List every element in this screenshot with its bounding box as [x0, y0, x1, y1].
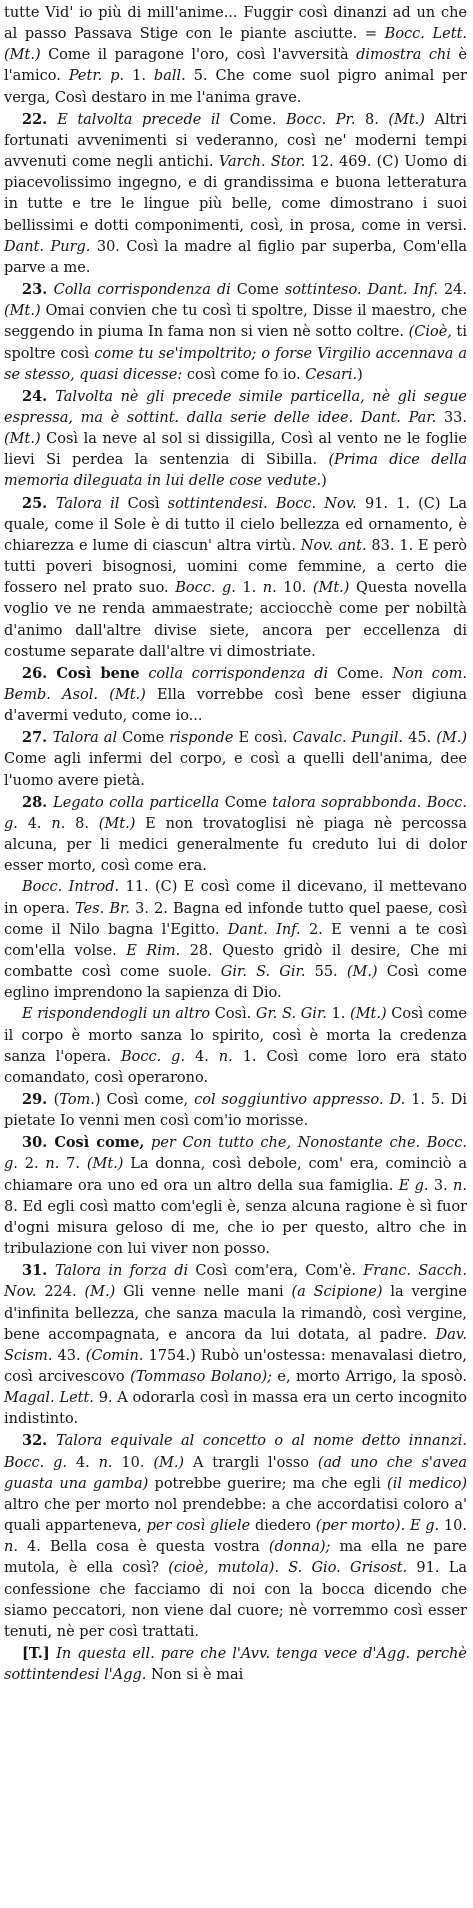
italic-text: Gr. S. Gir.	[255, 1006, 327, 1023]
italic-text: per Con tutto che, Nonostante che. Bocc. g.	[4, 1135, 468, 1173]
body-text: La donna, così debole, com' era, cominciò a chiamare ora uno ed ora un altro della sua famiglia.	[4, 1156, 467, 1194]
italic-text: (per morto).	[315, 1518, 406, 1535]
entry-paragraph	[4, 109, 467, 279]
italic-text: Tes. Br.	[75, 900, 130, 917]
body-text: Come.	[220, 111, 286, 128]
italic-text: n.	[453, 1177, 467, 1194]
body-text: Ella vorrebbe così bene esser digiuna d'avermi veduto, come io...	[4, 687, 467, 725]
body-text: e, morto Arrigo, la sposò.	[272, 1369, 468, 1385]
body-text: 2. E venni a te così com'ella volse.	[4, 921, 467, 959]
section-number: 31.	[22, 1262, 55, 1280]
section-number: Così come,	[54, 1134, 145, 1152]
section-number: 22.	[22, 110, 58, 128]
italic-text: risponde	[169, 730, 234, 747]
italic-text: (M.)	[436, 730, 467, 747]
body-text: 1.	[235, 580, 263, 597]
italic-text: Talora al	[52, 730, 118, 747]
body-text: 4.	[67, 1454, 99, 1471]
italic-text: Bocc. Lett. (Mt.)	[4, 26, 467, 64]
italic-text: Talora il	[55, 495, 120, 512]
body-text: 10.	[439, 1518, 468, 1535]
body-text: 4.	[17, 815, 52, 832]
body-text: Così.	[210, 1006, 256, 1023]
body-text: 24.	[438, 282, 467, 299]
italic-text: (il medico)	[387, 1475, 467, 1492]
italic-text: In questa ell. pare che l'Avv. tenga vece d'Agg. perchè sottintendesi l'Agg.	[4, 1646, 467, 1684]
italic-text: E g.	[398, 1177, 429, 1194]
italic-text: col soggiuntivo appresso. D.	[194, 1091, 406, 1108]
italic-text: n.	[4, 1539, 18, 1556]
body-text: potrebbe guerire; ma che egli	[148, 1475, 388, 1492]
italic-text: sottinteso.	[284, 282, 362, 299]
italic-text: (ad uno che s'avea guasta una gamba)	[4, 1454, 467, 1492]
entry-paragraph	[4, 1430, 467, 1643]
body-text: Così la neve al sol si dissigilla, Così al vento ne le foglie lievi Si perdea la sentenzia di Sibilla.	[4, 431, 467, 469]
italic-text: Legato colla particella	[53, 794, 220, 811]
body-text: la vergine d'infinita bellezza, che sanza macula la rimandò, così vergine, bene accompagnata, e ancora da lui dotata, al padre.	[4, 1284, 467, 1343]
body-text: Come il paragone l'oro, così l'avversità	[40, 47, 357, 64]
section-number: 29.	[22, 1090, 54, 1108]
body-text: 1.	[326, 1006, 351, 1023]
italic-text: Petr. p.	[68, 68, 125, 85]
body-text: 5. Che come suol pigro animal per verga, Così destaro in me l'anima grave.	[4, 68, 467, 106]
body-text: A trargli l'osso	[184, 1454, 318, 1471]
body-text: 83. 1. E però tutti poveri bisognosi, uomini come femmine, a certo die fossero nel prato suo.	[4, 537, 467, 597]
body-text: diedero	[250, 1518, 316, 1535]
italic-text: Colla corrispondenza di	[53, 282, 231, 299]
body-text: 30. Così la madre al figlio par superba, Com'ella parve a me.	[4, 238, 468, 276]
entry-paragraph	[4, 727, 467, 791]
italic-text: Dant. Inf.	[227, 921, 301, 938]
entry-paragraph	[4, 3, 467, 109]
italic-text: Gir. S. Gir.	[220, 964, 306, 981]
italic-text: n.	[45, 1156, 60, 1173]
section-number: 24.	[22, 387, 56, 405]
section-number: 30.	[22, 1134, 55, 1152]
body-text: 4.	[185, 1048, 219, 1065]
italic-text: Cavalc. Pungil.	[292, 730, 404, 747]
italic-text: talora soprabbonda. Bocc. g.	[4, 794, 467, 832]
italic-text: Dav. Scism.	[4, 1326, 467, 1364]
body-text: 12. 469. (C) Uomo di piacevolissimo ingegno, e di grandissima e buona letteratura in tutte e tre le lingue più belle, come dimostrano i suoi bellissimi e dotti componimenti, così, in prosa, come in versi.	[4, 154, 468, 234]
entry-paragraph	[4, 1132, 467, 1260]
body-text: 11. (C) E così come il dicevano, il mettevano in opera.	[4, 879, 467, 917]
body-text: 8. Ed egli così matto com'egli è, senza alcuna ragione è sì fuor d'ogni misura geloso di me, che io per questo, altro che in tribulazione con lui viver non posso.	[4, 1198, 467, 1258]
italic-text: (Mt.)	[388, 111, 425, 128]
italic-text: Bocc. Introd.	[22, 879, 120, 896]
body-text: E così.	[233, 730, 293, 747]
body-text: 224.	[36, 1284, 85, 1301]
section-number: 28.	[22, 793, 54, 811]
body-text: 1. Così come loro era stato comandato, così operarono.	[4, 1048, 467, 1086]
italic-text: n.	[218, 1048, 233, 1065]
body-text: così come fo io.	[182, 366, 306, 383]
section-number: 32.	[22, 1432, 57, 1450]
italic-text: Non com. Bemb. Asol.	[4, 665, 468, 703]
italic-text: (cioè, mutola). S. Gio. Grisost.	[168, 1560, 408, 1577]
body-text: 8.	[355, 111, 389, 128]
body-text: )	[321, 473, 327, 490]
italic-text: (M.)	[84, 1284, 116, 1301]
italic-text: Talora in forza di	[54, 1263, 189, 1280]
body-text: Così	[119, 495, 168, 512]
italic-text: Nov. ant.	[300, 537, 367, 554]
italic-text: Cesari.	[305, 366, 358, 383]
italic-text: n.	[51, 815, 66, 832]
italic-text: Dant. Purg.	[4, 238, 91, 255]
italic-text: Franc. Sacch. Nov.	[4, 1263, 467, 1301]
entry-paragraph	[4, 1260, 467, 1430]
italic-text: Talora equivale al concetto o al nome detto innanzi. Bocc. g.	[4, 1433, 467, 1471]
italic-text: (Mt.)	[350, 1006, 387, 1023]
section-number: 26.	[22, 664, 57, 682]
italic-text: E Rim.	[126, 942, 181, 959]
italic-text: Bocc. g.	[121, 1048, 186, 1065]
body-text: Non si è mai	[146, 1667, 244, 1684]
italic-text: (Mt.)	[4, 303, 41, 320]
italic-text: (Tommaso Bolano);	[130, 1369, 272, 1385]
body-text: Così come eglino imprendono la sapienza di Dio.	[4, 964, 467, 1002]
italic-text: (Cioè,	[408, 324, 452, 341]
section-number: 23.	[22, 281, 54, 299]
entry-paragraph	[4, 877, 467, 1004]
italic-text: (Mt.)	[312, 580, 350, 597]
section-number: 27.	[22, 729, 53, 747]
entry-paragraph	[4, 279, 467, 386]
body-text: Come	[230, 282, 285, 299]
entry-paragraph	[4, 663, 467, 727]
italic-text: E talvolta precede il	[57, 111, 221, 128]
body-text: Come agli infermi del corpo, e così a quelli dell'anima, dee l'uomo avere pietà.	[4, 751, 467, 789]
body-text: 3.	[428, 1177, 454, 1194]
italic-text: (a Scipione)	[291, 1284, 383, 1301]
body-text: 8.	[65, 815, 99, 832]
italic-text: ball.	[153, 68, 186, 85]
italic-text: Talvolta nè gli precede simile particella, nè gli segue espressa, ma è sottint. dalla serie delle idee. Dant. Par.	[4, 388, 467, 426]
section-number: Così bene	[56, 664, 140, 682]
body-text: Come	[117, 730, 170, 747]
italic-text: (M.)	[153, 1454, 185, 1471]
body-text: è l'amico.	[4, 47, 467, 85]
italic-text: come tu se'impoltrito; o forse Virgilio accennava a se stesso, quasi dicesse:	[4, 345, 467, 383]
body-text: Come	[219, 794, 273, 811]
body-text: 45.	[403, 730, 437, 747]
body-text: 3. 2. Bagna ed infonde tutto quel paese, così come il Nilo bagna l'Egitto.	[4, 900, 467, 938]
body-text: 91. 1. (C) La quale, come il Sole è di tutto il cielo bellezza ed ornamento, è chiarezza e lume di ciascun' altra virtù.	[4, 495, 467, 554]
body-text: Così com'era, Com'è.	[188, 1263, 364, 1280]
body-text: Gli venne nelle mani	[115, 1284, 292, 1301]
italic-text: Bocc. Pr.	[285, 111, 356, 128]
italic-text: Bocc. g.	[175, 580, 236, 597]
body-text: 1754.) Rubò un'ostessa: menavalasi dietro, così arcivescovo	[4, 1347, 468, 1385]
italic-text: (Mt.)	[86, 1156, 124, 1173]
body-text: ma ella ne pare mutola, è ella così?	[4, 1539, 467, 1577]
section-number: [T.]	[22, 1645, 57, 1663]
body-text: (	[53, 1091, 60, 1108]
body-text: ) Così come,	[94, 1091, 195, 1108]
italic-text: n.	[262, 580, 277, 597]
body-text: 9. A odorarla così in massa era un certo incognito indistinto.	[4, 1390, 468, 1428]
body-text: altro che per morto nol prendebbe: a che accordatisi coloro a' quali apparteneva,	[4, 1496, 467, 1535]
italic-text: (M.)	[346, 964, 378, 981]
body-text: 10.	[276, 580, 313, 597]
entry-paragraph	[4, 792, 467, 878]
entry-paragraph	[4, 1089, 467, 1132]
body-text: Omai convien che tu così ti spoltre, Disse il maestro, che seggendo in piuma In fama non si vien nè sotto coltre.	[4, 303, 467, 341]
italic-text: Varch. Stor.	[218, 154, 306, 171]
body-text: E non trovatoglisi nè piaga nè percossa alcuna, per li medici generalmente fu creduto lui di dolor esser morto, così come era.	[4, 815, 468, 875]
italic-text: dimostra chi	[356, 47, 451, 64]
italic-text: Dant. Inf.	[367, 282, 438, 299]
body-text	[98, 687, 109, 703]
body-text: tutte Vid' io più di mill'anime... Fuggir così dinanzi ad un che al passo Passava Stige con le piante asciutte. =	[4, 5, 467, 43]
body-text: 2.	[17, 1156, 46, 1173]
italic-text: sottintendesi. Bocc. Nov.	[167, 495, 357, 512]
body-text: 1. 5. Di pietate Io venni men così com'io morisse.	[4, 1091, 467, 1130]
body-text: ti spoltre così	[4, 324, 467, 362]
italic-text: (Comin.	[85, 1347, 144, 1364]
italic-text: E rispondendogli un altro	[22, 1006, 211, 1023]
italic-text: Tom.	[59, 1091, 95, 1108]
body-text: 55.	[305, 964, 347, 981]
body-text	[140, 666, 149, 682]
italic-text: per così gliele	[146, 1518, 251, 1535]
italic-text: n.	[98, 1454, 113, 1471]
body-text: 7.	[59, 1156, 87, 1173]
entry-paragraph	[4, 1004, 467, 1089]
italic-text: (Mt.)	[98, 815, 136, 832]
entry-paragraph	[4, 1643, 467, 1686]
body-text: Questa novella voglio ve ne renda ammaestrate; acciocchè come per nobiltà d'animo dall'altre divise siete, ancora per eccellenza di costume separate dall'altre vi dimostriate.	[4, 580, 467, 660]
body-text: 43.	[52, 1347, 86, 1364]
italic-text: (Prima dice della memoria dileguata in lui delle cose vedute.	[4, 452, 468, 490]
body-text: )	[357, 366, 363, 383]
italic-text: (donna);	[268, 1539, 331, 1556]
italic-text: Magal. Lett.	[4, 1390, 94, 1407]
body-text: 4. Bella cosa è questa vostra	[17, 1539, 269, 1556]
body-text: 10.	[112, 1454, 154, 1471]
body-text: 33.	[436, 409, 468, 426]
body-text: 91. La confessione che facciamo di noi con la bocca dicendo che siamo peccatori, non viene dal cuore; nè vorremmo così esser tenuti, nè per così trattati.	[4, 1560, 467, 1640]
italic-text: (Mt.)	[109, 687, 146, 703]
body-text: Altri fortunati avvenimenti si vederanno, così ne' moderni tempi avvenuti come negli antichi.	[4, 111, 467, 171]
entry-paragraph	[4, 386, 467, 493]
body-text: Così come il corpo è morto sanza lo spirito, così è morta la credenza sanza l'opera.	[4, 1006, 468, 1065]
section-number: 25.	[22, 494, 56, 512]
italic-text: E g.	[409, 1518, 440, 1535]
italic-text: colla corrispondenza di	[148, 665, 329, 682]
body-text: 1.	[124, 68, 154, 85]
body-text: Come.	[328, 665, 393, 682]
entry-paragraph	[4, 493, 467, 663]
italic-text: (Mt.)	[4, 431, 41, 448]
body-text: 28. Questo gridò il desire, Che mi combatte così come suole.	[4, 942, 468, 981]
